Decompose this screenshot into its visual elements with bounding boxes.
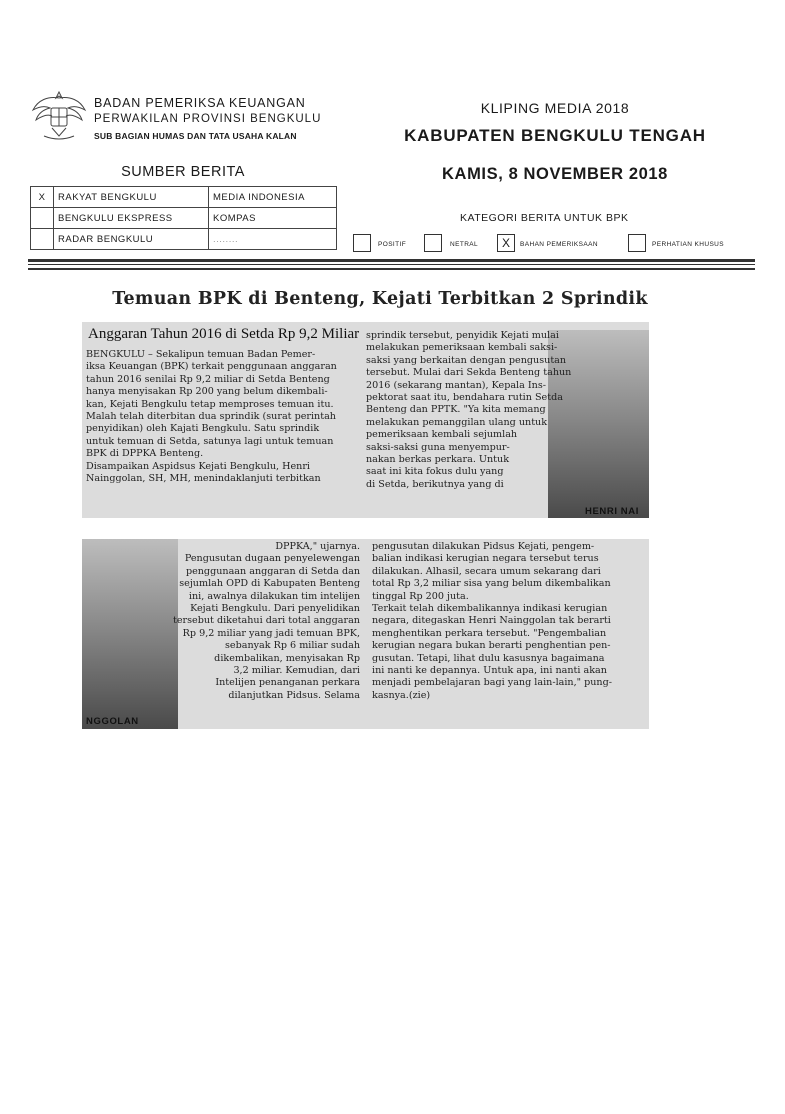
- checkbox-netral: [424, 234, 442, 252]
- kategori-title: KATEGORI BERITA UNTUK BPK: [460, 212, 629, 224]
- article-column-3: DPPKA," ujarnya. Pengusutan dugaan penyelewengan penggunaan anggaran di Setda dan sejumlah OPD di Kabupaten Benteng ini, awalnya dilakukan tim intelijen Kejati Bengkulu. Dari penyelidikan tersebut diketahui dari total anggaran Rp 9,2 miliar yang jadi temuan BPK, sebanyak Rp 6 miliar sudah dikembalikan, menyisakan Rp 3,2 miliar. Kemudian, dari Intelijen penanganan perkara dilanjutkan Pidsus. Selama: [173, 541, 360, 701]
- article-column-1: BENGKULU – Sekalipun temuan Badan Pemer- iksa Keuangan (BPK) terkait penggunaan anggaran tahun 2016 senilai Rp 9,2 miliar di Setda Benteng hanya menyisakan Rp 200 yang belum dikembali- kan, Kejati Bengkulu tetap memproses temuan itu. Malah telah diterbitan dua sprindik (surat perintah penyidikan) oleh Kajati Bengkulu. Satu sprindik untuk temuan di Setda, satunya lagi untuk temuan BPK di DPPKA Benteng. Disampaikan Aspidsus Kejati Bengkulu, Henri Nainggolan, SH, MH, menindaklanjuti terbitkan: [86, 349, 337, 485]
- header-divider: [28, 264, 755, 265]
- checkbox-label: PERHATIAN KHUSUS: [652, 241, 725, 248]
- checkbox-label: BAHAN PEMERIKSAAN: [520, 241, 598, 248]
- source-name: RAKYAT BENGKULU: [54, 187, 209, 208]
- org-subdivision: SUB BAGIAN HUMAS DAN TATA USAHA KALAN: [94, 131, 297, 141]
- date-title: KAMIS, 8 NOVEMBER 2018: [442, 165, 668, 183]
- header-divider: [28, 268, 755, 270]
- header-divider: [28, 259, 755, 262]
- source-row: [31, 187, 337, 208]
- checkbox-bahan-pemeriksaan: X: [497, 234, 515, 252]
- source-mark: [31, 208, 54, 229]
- org-name: BADAN PEMERIKSA KEUANGAN: [94, 96, 306, 110]
- source-table: [30, 186, 337, 250]
- photo-caption-bottom: NGGOLAN: [86, 716, 139, 727]
- garuda-emblem-logo: [30, 86, 88, 146]
- photo-caption-top: HENRI NAI: [585, 506, 639, 517]
- source-row: [31, 229, 337, 250]
- source-name: ........: [209, 229, 337, 250]
- source-name: KOMPAS: [209, 208, 337, 229]
- checkbox-positif: [353, 234, 371, 252]
- article-subhead: Anggaran Tahun 2016 di Setda Rp 9,2 Miliar: [88, 326, 360, 342]
- source-mark: [31, 229, 54, 250]
- source-name: MEDIA INDONESIA: [209, 187, 337, 208]
- source-name: RADAR BENGKULU: [54, 229, 209, 250]
- sumber-berita-title: SUMBER BERITA: [121, 164, 245, 180]
- kliping-title: KLIPING MEDIA 2018: [480, 100, 630, 116]
- checkbox-label: POSITIF: [378, 241, 407, 248]
- source-mark: X: [31, 187, 54, 208]
- checkbox-perhatian-khusus: [628, 234, 646, 252]
- org-branch: PERWAKILAN PROVINSI BENGKULU: [94, 113, 322, 125]
- source-name: BENGKULU EKSPRESS: [54, 208, 209, 229]
- article-column-2: sprindik tersebut, penyidik Kejati mulai melakukan pemeriksaan kembali saksi- saksi yang berkaitan dengan pengusutan tersebut. Mulai dari Sekda Benteng tahun 2016 (sekarang mantan), Kepala Ins- pektorat saat itu, bendahara rutin Setda Benteng dan PPTK. "Ya kita memang melakukan pemanggilan ulang untuk pemeriksaan kembali sejumlah saksi-saksi guna menyempur- nakan berkas perkara. Untuk saat ini kita fokus dulu yang di Setda, berikutnya yang di: [366, 330, 572, 490]
- source-row: [31, 208, 337, 229]
- checkbox-label: NETRAL: [450, 241, 479, 248]
- article-column-4: pengusutan dilakukan Pidsus Kejati, pengem- balian indikasi kerugian negara tersebut terus dilakukan. Alhasil, secara umum sekarang dari total Rp 3,2 miliar sisa yang belum dikembalikan tinggal Rp 200 juta. Terkait telah dikembalikannya indikasi kerugian negara, ditegaskan Henri Nainggolan tak berarti menghentikan perkara tersebut. "Pengembalian kerugian negara bukan berarti penghentian pen- gusutan. Tetapi, lihat dulu kasusnya bagaimana ini nanti ke depannya. Untuk apa, ini nanti akan menjadi pembelajaran bagi yang lain-lain," pung- kasnya.(zie): [372, 541, 612, 701]
- kabupaten-title: KABUPATEN BENGKULU TENGAH: [404, 126, 706, 145]
- article-headline: Temuan BPK di Benteng, Kejati Terbitkan 2 Sprindik: [112, 289, 648, 309]
